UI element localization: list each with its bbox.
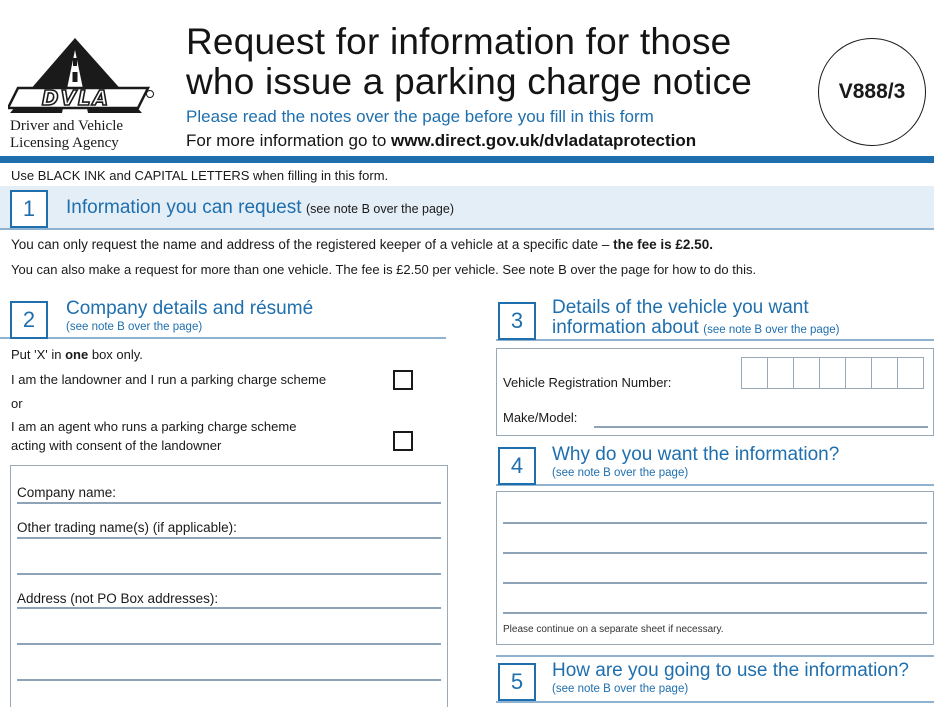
section3-rule: [496, 339, 934, 341]
section3-number: 3: [498, 302, 536, 340]
reg-cell[interactable]: [741, 357, 767, 389]
section3-title-line2: information about: [552, 317, 699, 338]
more-info-prefix: For more information go to: [186, 131, 392, 150]
section5-number: 5: [498, 663, 536, 701]
section5-bottom-rule: [496, 701, 934, 703]
reg-cell[interactable]: [845, 357, 871, 389]
other-names-label: Other trading name(s) (if applicable):: [17, 520, 237, 535]
reason-box: [496, 491, 934, 645]
more-info-link[interactable]: www.direct.gov.uk/dvladataprotection: [391, 131, 697, 150]
make-model-label: Make/Model:: [503, 410, 578, 425]
reg-cell[interactable]: [897, 357, 924, 389]
section2-note: (see note B over the page): [66, 321, 203, 333]
section4-title: Why do you want the information?: [552, 444, 840, 465]
section4-rule: [496, 484, 934, 486]
reg-cell[interactable]: [819, 357, 845, 389]
reg-number-boxes[interactable]: [741, 357, 924, 389]
other-names-field-line1[interactable]: [17, 537, 441, 539]
ink-instruction: Use BLACK INK and CAPITAL LETTERS when filling in this form.: [11, 168, 389, 183]
or-label: or: [11, 396, 23, 411]
reason-field-line2[interactable]: [503, 552, 927, 554]
reg-cell[interactable]: [871, 357, 897, 389]
section3-heading-line2: [552, 317, 839, 339]
address-field-line3[interactable]: [17, 679, 441, 681]
section2-title: Company details and résumé: [66, 298, 314, 319]
read-notes-text: Please read the notes over the page before you fill in this form: [186, 107, 654, 126]
reg-cell[interactable]: [767, 357, 793, 389]
section1-title: Information you can request: [66, 197, 302, 218]
section1-text-line1: You can only request the name and address of the registered keeper of a vehicle at a specific date – the fee is £2.50.: [11, 237, 713, 252]
address-label: Address (not PO Box addresses):: [17, 591, 219, 606]
dvla-logo: [8, 36, 158, 114]
reg-cell[interactable]: [793, 357, 819, 389]
address-field-line1[interactable]: [17, 607, 441, 609]
agency-name-line1: Driver and Vehicle: [10, 118, 124, 134]
landowner-option-label: I am the landowner and I run a parking charge scheme: [11, 372, 327, 387]
continue-note: Please continue on a separate sheet if necessary.: [503, 624, 724, 635]
section5-rule: [496, 655, 934, 657]
section1-note: (see note B over the page): [305, 202, 454, 216]
reason-field-line4[interactable]: [503, 612, 927, 614]
section3-title-line1: Details of the vehicle you want: [552, 297, 809, 318]
header-divider: [0, 156, 934, 163]
dvla-road-triangle-icon: [8, 36, 158, 114]
section5-title: How are you going to use the information?: [552, 660, 909, 681]
make-model-field[interactable]: [594, 426, 928, 428]
form-title-line1: Request for information for those: [186, 21, 732, 62]
other-names-field-line2[interactable]: [17, 573, 441, 575]
section3-note: (see note B over the page): [703, 324, 840, 336]
reason-field-line1[interactable]: [503, 522, 927, 524]
reason-field-line3[interactable]: [503, 582, 927, 584]
more-info-line: [186, 131, 696, 151]
section4-number: 4: [498, 447, 536, 485]
fee-text: the fee is £2.50.: [613, 237, 713, 252]
reg-number-label: Vehicle Registration Number:: [503, 375, 672, 390]
agency-name-line2: Licensing Agency: [10, 135, 119, 151]
company-name-label: Company name:: [17, 485, 117, 500]
section1-text-line2: You can also make a request for more than one vehicle. The fee is £2.50 per vehicle. See note B over the page for how to do this.: [11, 262, 757, 277]
svg-text:DVLA: DVLA: [41, 86, 111, 110]
section2-rule: [0, 337, 446, 339]
agent-option-label-line2: acting with consent of the landowner: [11, 438, 222, 453]
address-field-line2[interactable]: [17, 643, 441, 645]
landowner-checkbox[interactable]: [393, 370, 413, 390]
agent-option-label-line1: I am an agent who runs a parking charge scheme: [11, 419, 297, 434]
company-name-field[interactable]: [17, 502, 441, 504]
agent-checkbox[interactable]: [393, 431, 413, 451]
section4-note: (see note B over the page): [552, 467, 689, 479]
section1-number: 1: [10, 190, 48, 228]
put-x-instruction: Put 'X' in one box only.: [11, 347, 143, 362]
form-id-circle: [818, 38, 926, 146]
section1-rule: [0, 228, 934, 230]
section2-number: 2: [10, 301, 48, 339]
section1-heading: [66, 197, 454, 219]
section5-note: (see note B over the page): [552, 683, 689, 695]
form-title-line2: who issue a parking charge notice: [186, 61, 753, 102]
form-id-label: V888/3: [838, 80, 906, 103]
